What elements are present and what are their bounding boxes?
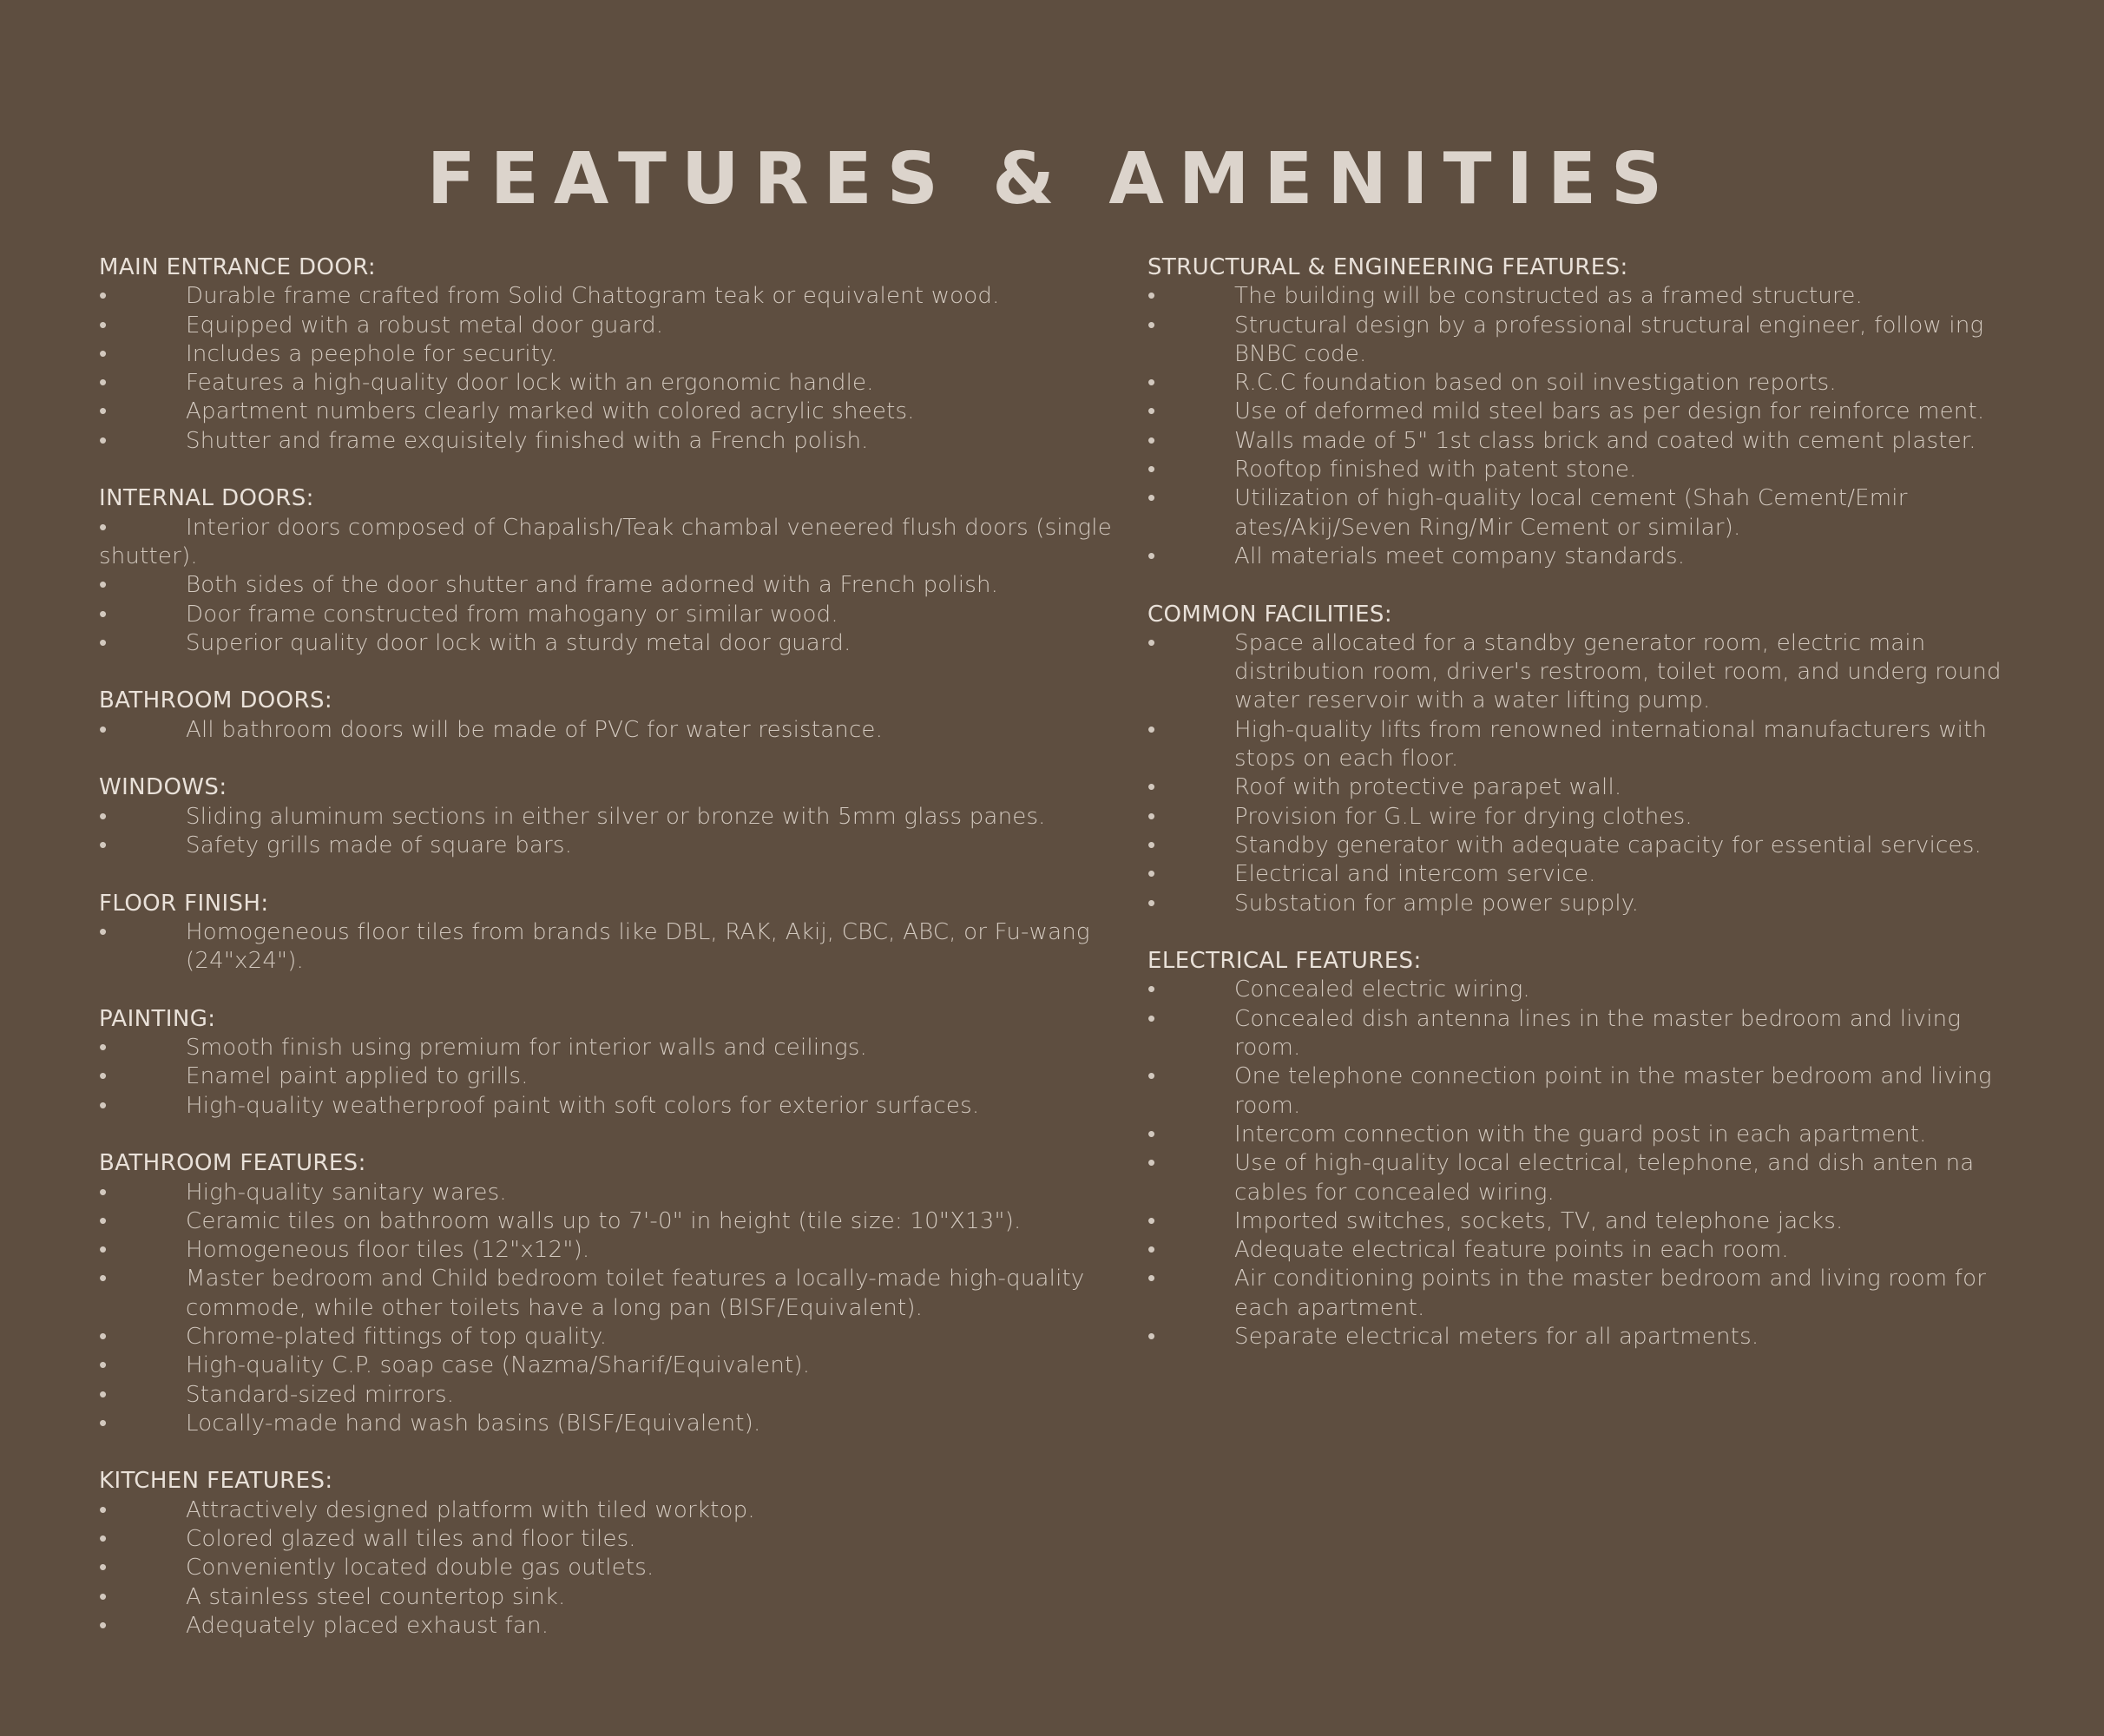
- feature-item: [99, 514, 1123, 572]
- feature-text: Shutter and frame exquisitely finished with a French polish.: [186, 427, 869, 454]
- feature-item: [1147, 542, 2015, 571]
- feature-text: Homogeneous floor tiles from brands like DBL, RAK, Akij, CBC, ABC, or Fu-wang (24"x24").: [186, 918, 1090, 975]
- feature-text: Includes a peephole for security.: [186, 340, 558, 367]
- bullet-icon: •: [1147, 283, 1156, 310]
- feature-item: [99, 427, 1123, 456]
- feature-item: [1147, 427, 2015, 456]
- section-electrical-features: [1147, 947, 2015, 1351]
- feature-text: High-quality lifts from renowned international manufacturers with stops on each floor.: [1234, 716, 1988, 773]
- feature-list: [99, 803, 1123, 861]
- feature-item: [1147, 629, 2015, 716]
- feature-item: [1147, 369, 2015, 398]
- feature-text: Homogeneous floor tiles (12"x12").: [186, 1237, 590, 1264]
- bullet-icon: •: [1147, 803, 1156, 830]
- bullet-icon: •: [99, 832, 108, 858]
- feature-text: Enamel paint applied to grills.: [186, 1063, 529, 1090]
- bullet-icon: •: [99, 1323, 108, 1350]
- feature-text: Durable frame crafted from Solid Chattogram teak or equivalent wood.: [186, 283, 1000, 310]
- bullet-icon: •: [1147, 976, 1156, 1003]
- feature-item: [99, 918, 1123, 976]
- feature-item: [99, 1554, 1123, 1582]
- feature-item: [1147, 832, 2015, 860]
- feature-item: [1147, 1236, 2015, 1265]
- bullet-icon: •: [99, 340, 108, 367]
- feature-item: [99, 1034, 1123, 1062]
- bullet-icon: •: [99, 1035, 108, 1062]
- bullet-icon: •: [99, 1179, 108, 1206]
- feature-text: One telephone connection point in the master bedroom and living room.: [1234, 1063, 1992, 1119]
- feature-text: Safety grills made of square bars.: [186, 832, 573, 858]
- feature-item: [1147, 312, 2015, 370]
- feature-text: Smooth finish using premium for interior walls and ceilings.: [186, 1035, 867, 1062]
- section-heading: ELECTRICAL FEATURES:: [1147, 948, 1422, 975]
- feature-item: [99, 1207, 1123, 1236]
- section-heading: STRUCTURAL & ENGINEERING FEATURES:: [1147, 254, 1628, 280]
- feature-text: High-quality weatherproof paint with soft colors for exterior surfaces.: [186, 1092, 980, 1119]
- feature-item: [99, 601, 1123, 629]
- section-floor-finish: [99, 890, 1123, 976]
- feature-item: [1147, 484, 2015, 542]
- bullet-icon: •: [1147, 861, 1156, 888]
- left-column: [99, 253, 1123, 1670]
- right-column: [1147, 253, 2015, 1381]
- bullet-icon: •: [99, 716, 108, 743]
- feature-text: Roof with protective parapet wall.: [1234, 774, 1622, 801]
- bullet-icon: •: [1147, 774, 1156, 801]
- bullet-icon: •: [1147, 1121, 1156, 1147]
- feature-list: [1147, 629, 2015, 918]
- feature-item: [99, 571, 1123, 600]
- feature-text: Chrome-plated fittings of top quality.: [186, 1323, 608, 1350]
- bullet-icon: •: [99, 1526, 108, 1553]
- section-bathroom-doors: [99, 687, 1123, 745]
- feature-text: A stainless steel countertop sink.: [186, 1583, 566, 1610]
- feature-item: [99, 340, 1123, 369]
- bullet-icon: •: [1147, 629, 1156, 656]
- bullet-icon: •: [99, 1496, 108, 1523]
- feature-item: [1147, 716, 2015, 774]
- feature-item: [99, 312, 1123, 340]
- feature-item: [1147, 890, 2015, 918]
- bullet-icon: •: [1147, 427, 1156, 454]
- bullet-icon: •: [1147, 716, 1156, 743]
- bullet-icon: •: [1147, 485, 1156, 512]
- bullet-icon: •: [99, 1612, 108, 1639]
- page-title: FEATURES & AMENITIES: [426, 138, 1678, 220]
- bullet-icon: •: [99, 427, 108, 454]
- feature-item: [99, 282, 1123, 311]
- feature-list: [99, 1179, 1123, 1439]
- bullet-icon: •: [99, 1381, 108, 1408]
- bullet-icon: •: [1147, 370, 1156, 397]
- section-kitchen-features: [99, 1467, 1123, 1641]
- bullet-icon: •: [99, 1063, 108, 1090]
- feature-text: High-quality sanitary wares.: [186, 1179, 507, 1206]
- feature-item: [1147, 1207, 2015, 1236]
- feature-item: [99, 1583, 1123, 1612]
- feature-item: [1147, 1265, 2015, 1323]
- bullet-icon: •: [99, 514, 108, 541]
- feature-text: Equipped with a robust metal door guard.: [186, 312, 664, 339]
- bullet-icon: •: [99, 1555, 108, 1581]
- bullet-icon: •: [1147, 457, 1156, 483]
- feature-text: Imported switches, sockets, TV, and telephone jacks.: [1234, 1207, 1844, 1234]
- section-painting: [99, 1005, 1123, 1121]
- bullet-icon: •: [1147, 1005, 1156, 1032]
- feature-item: [99, 1323, 1123, 1351]
- bullet-icon: •: [99, 370, 108, 397]
- feature-text: Interior doors composed of Chapalish/Teak chambal veneered flush doors (single shutter).: [99, 514, 1112, 569]
- bullet-icon: •: [1147, 312, 1156, 339]
- feature-text: Walls made of 5" 1st class brick and coated with cement plaster.: [1234, 427, 1976, 454]
- feature-text: Separate electrical meters for all apartments.: [1234, 1323, 1759, 1350]
- feature-list: [99, 1496, 1123, 1641]
- feature-text: Ceramic tiles on bathroom walls up to 7'-0" in height (tile size: 10"X13").: [186, 1207, 1022, 1234]
- feature-text: Attractively designed platform with tiled worktop.: [186, 1496, 755, 1523]
- feature-list: [99, 918, 1123, 976]
- feature-list: [99, 514, 1123, 658]
- bullet-icon: •: [99, 1237, 108, 1264]
- feature-text: Structural design by a professional structural engineer, follow ing BNBC code.: [1234, 312, 1984, 367]
- feature-item: [1147, 803, 2015, 832]
- bullet-icon: •: [1147, 1207, 1156, 1234]
- feature-text: Master bedroom and Child bedroom toilet features a locally-made high-quality commode, while other toilets have a long pan (BISF/Equivalent).: [186, 1266, 1085, 1321]
- feature-text: Space allocated for a standby generator room, electric main distribution room, driver's restroom, toilet room, and underg round water reservoir with a water lifting pump.: [1234, 629, 2002, 714]
- section-heading: BATHROOM FEATURES:: [99, 1150, 366, 1177]
- feature-item: [99, 398, 1123, 426]
- section-bathroom-features: [99, 1149, 1123, 1438]
- feature-text: Adequately placed exhaust fan.: [186, 1612, 549, 1639]
- feature-text: Both sides of the door shutter and frame adorned with a French polish.: [186, 572, 999, 599]
- feature-list: [1147, 976, 2015, 1351]
- bullet-icon: •: [99, 601, 108, 628]
- feature-text: Electrical and intercom service.: [1234, 861, 1596, 888]
- feature-list: [99, 1034, 1123, 1121]
- feature-text: All bathroom doors will be made of PVC for water resistance.: [186, 716, 884, 743]
- section-heading: PAINTING:: [99, 1005, 216, 1032]
- feature-item: [99, 1525, 1123, 1554]
- feature-text: Concealed electric wiring.: [1234, 976, 1530, 1003]
- feature-item: [99, 832, 1123, 860]
- section-windows: [99, 773, 1123, 860]
- feature-item: [1147, 398, 2015, 426]
- bullet-icon: •: [1147, 1237, 1156, 1264]
- feature-item: [99, 369, 1123, 398]
- section-heading: BATHROOM DOORS:: [99, 687, 333, 714]
- feature-list: [99, 716, 1123, 745]
- feature-item: [1147, 456, 2015, 484]
- bullet-icon: •: [99, 572, 108, 599]
- feature-text: Rooftop finished with patent stone.: [1234, 457, 1637, 483]
- feature-text: Apartment numbers clearly marked with colored acrylic sheets.: [186, 398, 915, 425]
- feature-item: [99, 1265, 1123, 1323]
- feature-item: [99, 1612, 1123, 1641]
- bullet-icon: •: [99, 398, 108, 425]
- section-common-facilities: [1147, 601, 2015, 918]
- feature-text: Features a high-quality door lock with an ergonomic handle.: [186, 370, 874, 397]
- feature-item: [99, 629, 1123, 658]
- feature-text: Concealed dish antenna lines in the master bedroom and living room.: [1234, 1005, 1962, 1062]
- feature-text: Conveniently located double gas outlets.: [186, 1555, 654, 1581]
- feature-text: Standby generator with adequate capacity for essential services.: [1234, 832, 1982, 858]
- feature-text: Use of high-quality local electrical, telephone, and dish anten na cables for concealed wiring.: [1234, 1150, 1975, 1206]
- feature-item: [1147, 1149, 2015, 1207]
- feature-text: Sliding aluminum sections in either silver or bronze with 5mm glass panes.: [186, 803, 1046, 830]
- feature-item: [99, 1351, 1123, 1380]
- bullet-icon: •: [1147, 542, 1156, 569]
- bullet-icon: •: [99, 1207, 108, 1234]
- bullet-icon: •: [1147, 890, 1156, 917]
- bullet-icon: •: [99, 1092, 108, 1119]
- bullet-icon: •: [1147, 398, 1156, 425]
- feature-item: [99, 803, 1123, 832]
- section-heading: MAIN ENTRANCE DOOR:: [99, 254, 377, 280]
- feature-item: [1147, 282, 2015, 311]
- bullet-icon: •: [99, 918, 108, 945]
- feature-text: Locally-made hand wash basins (BISF/Equivalent).: [186, 1410, 761, 1437]
- feature-list: [1147, 282, 2015, 571]
- section-main-entrance-door: [99, 253, 1123, 456]
- feature-item: [1147, 1062, 2015, 1121]
- feature-item: [99, 1381, 1123, 1410]
- feature-text: R.C.C foundation based on soil investigation reports.: [1234, 370, 1837, 397]
- section-heading: KITCHEN FEATURES:: [99, 1468, 333, 1495]
- feature-text: Standard-sized mirrors.: [186, 1381, 455, 1408]
- bullet-icon: •: [99, 283, 108, 310]
- feature-item: [99, 1496, 1123, 1525]
- feature-item: [99, 1179, 1123, 1207]
- feature-text: Adequate electrical feature points in each room.: [1234, 1237, 1789, 1264]
- feature-text: The building will be constructed as a framed structure.: [1234, 283, 1863, 310]
- feature-item: [1147, 1323, 2015, 1351]
- section-heading: COMMON FACILITIES:: [1147, 601, 1392, 628]
- feature-text: Use of deformed mild steel bars as per design for reinforce ment.: [1234, 398, 1985, 425]
- bullet-icon: •: [1147, 1266, 1156, 1292]
- section-heading: WINDOWS:: [99, 774, 227, 801]
- feature-text: Substation for ample power supply.: [1234, 890, 1640, 917]
- feature-item: [99, 1062, 1123, 1091]
- feature-item: [99, 1410, 1123, 1438]
- bullet-icon: •: [99, 1352, 108, 1379]
- section-internal-doors: [99, 484, 1123, 658]
- feature-list: [99, 282, 1123, 456]
- bullet-icon: •: [99, 1266, 108, 1292]
- feature-text: Provision for G.L wire for drying clothes.: [1234, 803, 1693, 830]
- bullet-icon: •: [1147, 1323, 1156, 1350]
- feature-item: [99, 1236, 1123, 1265]
- feature-text: Air conditioning points in the master bedroom and living room for each apartment.: [1234, 1266, 1987, 1321]
- feature-item: [1147, 976, 2015, 1004]
- feature-text: Door frame constructed from mahogany or similar wood.: [186, 601, 838, 628]
- feature-text: All materials meet company standards.: [1234, 542, 1686, 569]
- feature-item: [1147, 860, 2015, 889]
- section-heading: INTERNAL DOORS:: [99, 485, 314, 512]
- bullet-icon: •: [99, 312, 108, 339]
- section-heading: FLOOR FINISH:: [99, 890, 269, 917]
- feature-item: [1147, 1005, 2015, 1063]
- feature-text: Utilization of high-quality local cement (Shah Cement/Emir ates/Akij/Seven Ring/Mir Cement or similar).: [1234, 485, 1908, 541]
- bullet-icon: •: [99, 1410, 108, 1437]
- section-structural-engineering-features: [1147, 253, 2015, 571]
- feature-text: High-quality C.P. soap case (Nazma/Sharif/Equivalent).: [186, 1352, 811, 1379]
- bullet-icon: •: [99, 1583, 108, 1610]
- bullet-icon: •: [99, 629, 108, 656]
- bullet-icon: •: [99, 803, 108, 830]
- feature-item: [99, 716, 1123, 745]
- bullet-icon: •: [1147, 1150, 1156, 1177]
- feature-item: [1147, 1121, 2015, 1149]
- feature-text: Intercom connection with the guard post in each apartment.: [1234, 1121, 1927, 1147]
- bullet-icon: •: [1147, 832, 1156, 858]
- feature-item: [1147, 773, 2015, 802]
- bullet-icon: •: [1147, 1063, 1156, 1090]
- feature-text: Colored glazed wall tiles and floor tiles.: [186, 1526, 636, 1553]
- feature-item: [99, 1092, 1123, 1121]
- feature-text: Superior quality door lock with a sturdy metal door guard.: [186, 629, 851, 656]
